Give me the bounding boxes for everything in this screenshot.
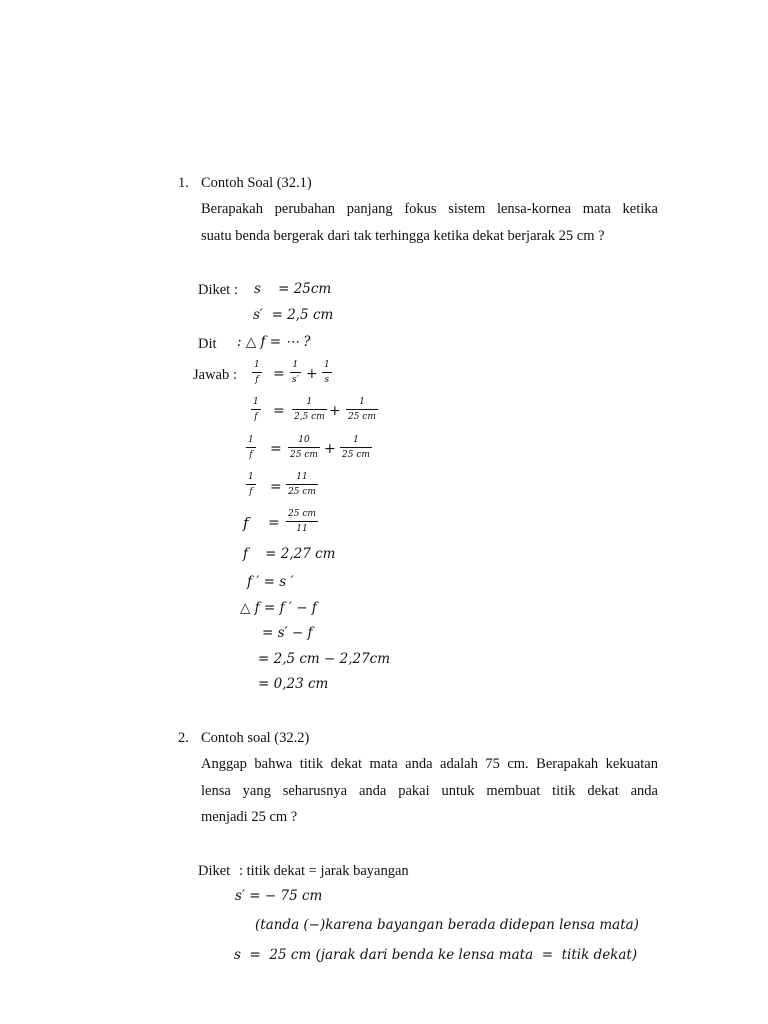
eq3-b-fraction xyxy=(340,436,372,460)
eq3-b-num: 1 xyxy=(353,435,359,445)
q1-title: Contoh Soal (32.1) xyxy=(201,175,312,191)
eq3-b-den: 25 cm xyxy=(342,450,370,460)
eq3-plus: + xyxy=(324,441,336,457)
eq2-lhs-den: f xyxy=(254,412,258,422)
eq3-equals: = xyxy=(270,441,282,457)
eq7: f ′ = s ′ xyxy=(247,574,294,590)
eq1-b-den: s xyxy=(324,375,330,385)
eq10: = 2,5 cm − 2,27cm xyxy=(258,651,391,667)
q2-text-line2: lensa yang seharusnya anda pakai untuk membuat titik dekat anda xyxy=(201,783,658,799)
eq1-lhs-den: f xyxy=(255,375,259,385)
eq3-lhs-num: 1 xyxy=(248,435,254,445)
eq3-a-fraction xyxy=(288,436,320,460)
eq1-plus: + xyxy=(306,366,318,382)
eq1-b-num: 1 xyxy=(324,360,330,370)
eq5-a-den: 11 xyxy=(296,524,308,534)
eq2-b-num: 1 xyxy=(359,397,365,407)
q1-text-line1: Berapakah perubahan panjang fokus sistem lensa-kornea mata ketika xyxy=(201,201,658,217)
q2-text-line3: menjadi 25 cm ? xyxy=(201,809,298,825)
eq1-a-den: s′ xyxy=(292,375,299,385)
q2-diket-text: : titik dekat = jarak bayangan xyxy=(239,863,409,879)
q2-diket-label: Diket xyxy=(198,863,231,879)
eq5-a-fraction xyxy=(286,510,318,534)
eq2-a-num: 1 xyxy=(306,397,313,407)
q1-diket-label: Diket : xyxy=(198,282,238,298)
eq4-a-num: 11 xyxy=(296,472,308,482)
q2-title: Contoh soal (32.2) xyxy=(201,730,310,746)
eq4-a-den: 25 cm xyxy=(288,487,316,497)
q1-diket-s: s = 25cm xyxy=(254,281,332,297)
eq2-equals: = xyxy=(273,403,285,419)
q1-text-line2: suatu benda bergerak dari tak terhingga ketika dekat berjarak 25 cm ? xyxy=(201,228,605,244)
eq1-a-fraction xyxy=(290,361,301,385)
eq2-a-den: 2,5 cm xyxy=(294,412,325,422)
eq2-lhs-num: 1 xyxy=(253,397,259,407)
eq5-a-num: 25 cm xyxy=(288,509,316,519)
eq3-a-den: 25 cm xyxy=(290,450,318,460)
eq2-plus: + xyxy=(329,403,341,419)
eq5-lhs: f xyxy=(243,514,249,532)
eq3-lhs-fraction xyxy=(246,436,256,460)
eq4-lhs-den: f xyxy=(249,487,253,497)
eq9: = s′ − f xyxy=(262,625,313,641)
eq5-equals: = xyxy=(268,515,280,531)
eq2-b-fraction xyxy=(346,398,378,422)
eq2-b-den: 25 cm xyxy=(348,412,376,422)
eq4-lhs-num: 1 xyxy=(248,472,254,482)
eq11: = 0,23 cm xyxy=(258,676,329,692)
eq2-a-fraction xyxy=(292,398,327,422)
q2-text-line1: Anggap bahwa titik dekat mata anda adalah 75 cm. Berapakah kekuatan xyxy=(201,756,658,772)
q2-note-line: (tanda (−)karena bayangan berada didepan lensa mata) xyxy=(255,917,639,933)
eq1-equals: = xyxy=(273,366,285,382)
eq3-a-num: 10 xyxy=(298,435,310,445)
q2-s-prime-line: s′ = − 75 cm xyxy=(235,888,323,904)
eq8: △ f = f ′ − f xyxy=(240,600,317,616)
eq1-lhs-num: 1 xyxy=(254,360,260,370)
eq2-lhs-fraction xyxy=(251,398,261,422)
q2-number: 2. xyxy=(178,730,189,746)
eq4-equals: = xyxy=(270,479,282,495)
q1-dit-expr: : △ f = ⋯ ? xyxy=(237,334,311,350)
q1-diket-s-prime: s′ = 2,5 cm xyxy=(253,307,334,323)
eq1-b-fraction xyxy=(322,361,332,385)
q1-dit-label: Dit xyxy=(198,336,217,352)
eq6: f = 2,27 cm xyxy=(243,546,336,562)
q2-s-line: s = 25 cm (jarak dari benda ke lensa mata = titik dekat) xyxy=(234,947,638,963)
eq4-a-fraction xyxy=(286,473,318,497)
q1-jawab-label: Jawab : xyxy=(193,367,237,383)
eq4-lhs-fraction xyxy=(246,473,256,497)
eq1-lhs-fraction xyxy=(252,361,262,385)
eq1-a-num: 1 xyxy=(292,360,299,370)
eq3-lhs-den: f xyxy=(249,450,253,460)
q1-number: 1. xyxy=(178,175,189,191)
